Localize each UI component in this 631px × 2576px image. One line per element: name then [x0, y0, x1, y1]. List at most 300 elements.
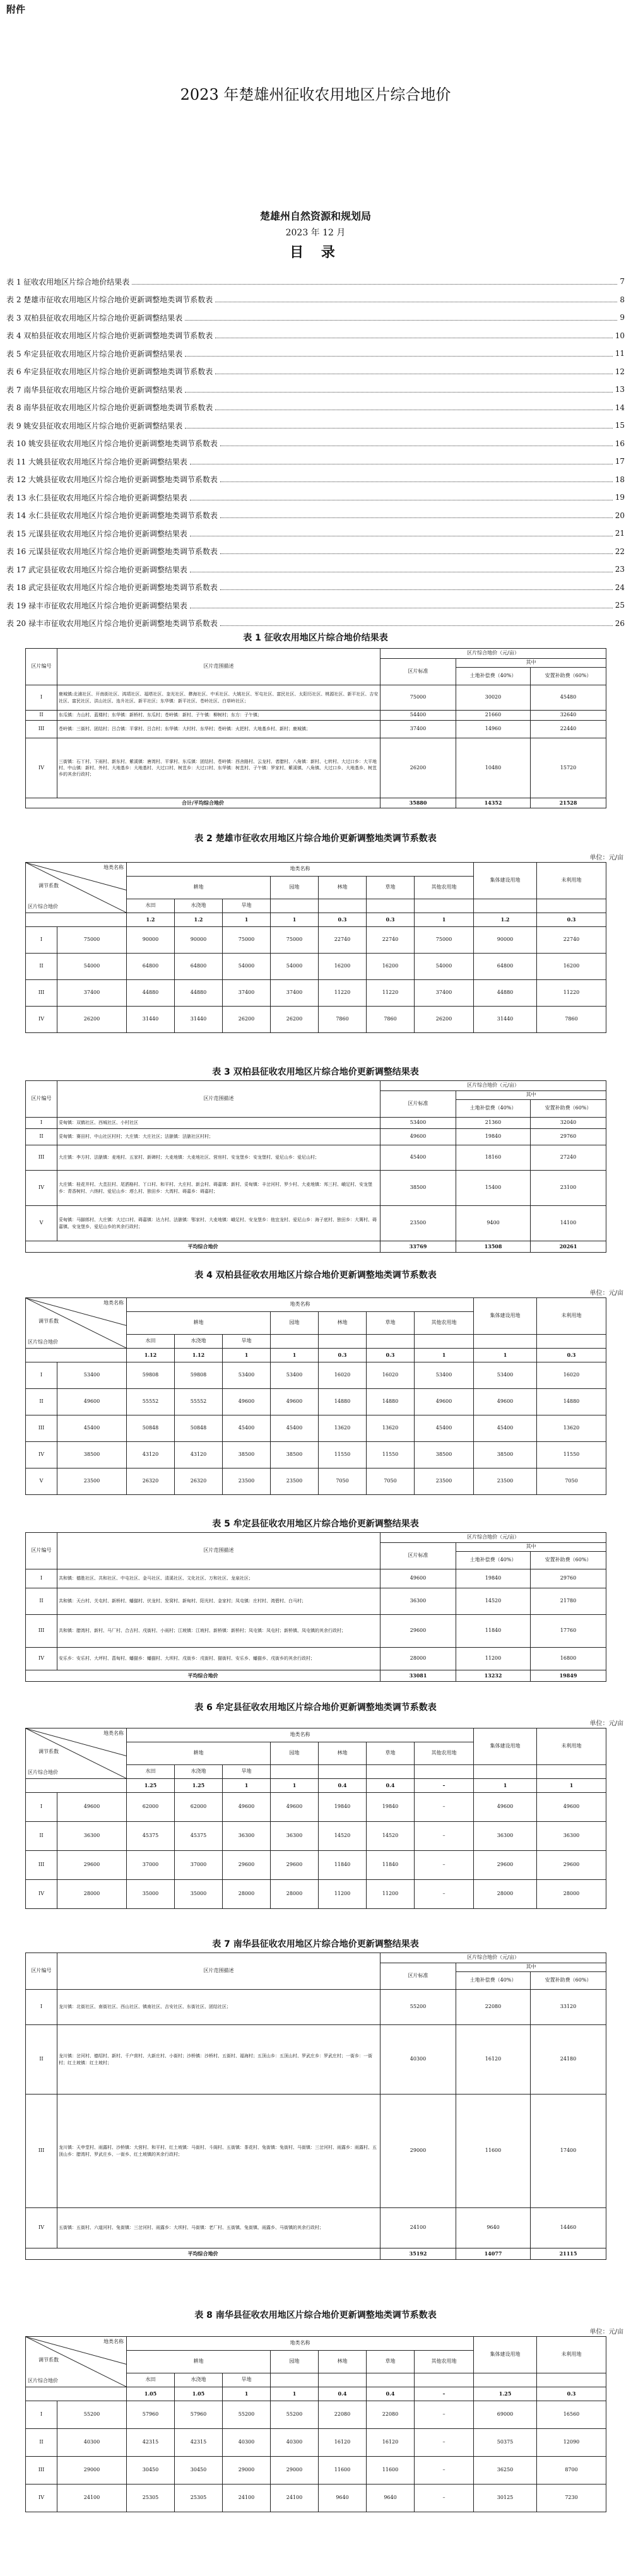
table-row [26, 1362, 606, 1389]
zone-land: 9400 [456, 1206, 531, 1241]
document-title: 2023 年楚雄州征收农用地区片综合地价 [180, 86, 451, 103]
land-type-price: 24100 [271, 2484, 319, 2512]
toc-item[interactable] [6, 417, 625, 435]
land-type-price: 62000 [175, 1793, 223, 1822]
toc-item-page: 25 [615, 601, 625, 610]
zone-res: 24180 [531, 2025, 606, 2094]
header-diagonal-cell [26, 1298, 127, 1349]
land-type-price: 49600 [223, 1389, 271, 1415]
zone-res: 14460 [531, 2208, 606, 2248]
land-type-price: 13620 [367, 1415, 415, 1442]
zone-land: 19840 [456, 1129, 531, 1145]
toc-item[interactable] [6, 579, 625, 597]
header-blank [319, 1765, 367, 1779]
toc-item-page: 17 [615, 457, 625, 466]
land-type-price: 29000 [223, 2457, 271, 2484]
land-type-price: – [415, 1793, 474, 1822]
factor-value: 1 [223, 1349, 271, 1362]
zone-no: I [26, 2401, 57, 2429]
t1-header-zone-desc: 区片范围描述 [57, 649, 380, 685]
header-other-ag: 其他农用地 [415, 877, 474, 899]
toc-item[interactable] [6, 452, 625, 471]
table5-title: 表 5 牟定县征收农用地区片综合地价更新调整结果表 [212, 1519, 419, 1529]
toc-leader [215, 369, 612, 374]
zone-land: 19840 [456, 1569, 531, 1588]
toc-item-label: 表 8 南华县征收农用地区片综合地价更新调整地类调节系数表 [6, 403, 213, 413]
header-diagonal-cell [26, 863, 127, 913]
land-type-price: 55552 [175, 1389, 223, 1415]
toc-item[interactable] [6, 524, 625, 543]
toc-item[interactable] [6, 615, 625, 633]
toc-item-page: 15 [615, 421, 625, 430]
diag-factor: 调节系数 [38, 1748, 59, 1754]
land-type-price: 16200 [537, 954, 606, 980]
land-type-price: 22740 [319, 927, 367, 954]
header-blank [415, 1765, 474, 1779]
header-garden: 园地 [271, 1312, 319, 1335]
zone-land: 14960 [456, 721, 531, 738]
factor-value: 0.4 [367, 1779, 415, 1793]
zone-std: 36300 [380, 1588, 456, 1615]
zone-std: 49600 [380, 1129, 456, 1145]
zone-std: 23500 [380, 1206, 456, 1241]
table-row [26, 2429, 606, 2457]
zone-std: 53400 [57, 1362, 127, 1389]
land-type-price: 36300 [223, 1822, 271, 1851]
toc-item-page: 8 [620, 295, 625, 304]
toc-item-page: 7 [620, 277, 625, 287]
header-zone-desc: 区片范围描述 [57, 1081, 380, 1118]
zone-no: IV [26, 1880, 57, 1909]
land-type-price: 38500 [271, 1442, 319, 1468]
land-type-price: 55200 [223, 2401, 271, 2429]
header-grass: 草地 [367, 2351, 415, 2373]
zone-land: 16120 [456, 2025, 531, 2094]
land-type-price: 44880 [474, 980, 537, 1007]
zone-desc: 大庄镇：桂花井村、大苴拉村、尾洒格村、丫口村、和平村、大庄村、新会村、碍嘉镇：新村、妥甸镇：丰岔河村、罗少村、大麦地镇：邦三村、峨足村、安龙堡乡：青香树村、六纳村、爱尼山乡：塔么村、独田乡：大湾村、碍嘉乡：碍嘉村； [57, 1171, 380, 1206]
table-row [26, 1007, 606, 1033]
toc-item[interactable] [6, 471, 625, 489]
header-collective: 集体建设用地 [474, 2337, 537, 2373]
land-type-price: 37000 [127, 1851, 175, 1880]
table-row [26, 1793, 606, 1822]
table1 [25, 648, 606, 808]
land-type-price: 64800 [474, 954, 537, 980]
land-type-price: 45375 [127, 1822, 175, 1851]
toc-item-label: 表 15 元谋县征收农用地区片综合地价更新调整结果表 [6, 529, 187, 538]
land-type-price: 19840 [319, 1793, 367, 1822]
zone-no: II [26, 711, 57, 721]
table8 [25, 2336, 606, 2512]
land-type-price: 28000 [223, 1880, 271, 1909]
land-type-price: 7230 [537, 2484, 606, 2512]
zone-no: III [26, 1415, 57, 1442]
toc-item-page: 21 [615, 529, 625, 538]
table-row [26, 711, 606, 721]
zone-no: V [26, 1468, 57, 1495]
toc-item[interactable] [6, 488, 625, 507]
land-type-price: 16120 [319, 2429, 367, 2457]
toc-leader [185, 351, 612, 357]
table-row [26, 1129, 606, 1145]
diag-factor: 调节系数 [38, 882, 59, 889]
land-type-price: 64800 [175, 954, 223, 980]
header-collective: 集体建设用地 [474, 1728, 537, 1765]
land-type-price: 45400 [223, 1415, 271, 1442]
land-type-price: 12090 [537, 2429, 606, 2457]
land-type-price: 40300 [271, 2429, 319, 2457]
header-blank [537, 1765, 606, 1779]
zone-desc: 安乐乡：安乐村、大坪村、菖甸村、蟠猫乡：蟠猫村、大坝村、戌街乡：戌街村、猫街村、安乐乡、蟠猫乡、戌街乡的其余行政村； [57, 1648, 380, 1670]
toc-item[interactable] [6, 363, 625, 381]
table-row [26, 1990, 606, 2025]
land-type-price: 16560 [537, 2401, 606, 2429]
table2-title: 表 2 楚雄市征收农用地区片综合地价更新调整地类调节系数表 [194, 834, 437, 844]
factor-label [26, 1779, 127, 1793]
zone-desc: 龙川镇：北街社区、南街社区、西山社区、镇南社区、吉安社区、东街社区、团结社区； [57, 1990, 380, 2025]
zone-desc: 三街镇：石丫村、下雨村、新东村、紫溪镇：唐湾村、平掌村、东瓜镇：团结村、苍岭镇：西舍路村、云龙村、者腊村、八角镇：新村、七转村、大过口乡：大平地村、中山镇：新村、外村、大地基乡：大地基村、大过口村、树苴乡：大过口村、东华镇：树苴村、子午镇：罗家村、紫溪镇、八角镇、大过口乡、大地基乡、树苴乡的其余行政村； [57, 738, 380, 798]
toc-item[interactable] [6, 345, 625, 363]
t1-header-of-which: 其中 [456, 659, 606, 668]
zone-std: 29600 [57, 1851, 127, 1880]
land-type-price: 30125 [474, 2484, 537, 2512]
zone-no: II [26, 1822, 57, 1851]
land-type-price: 35000 [175, 1880, 223, 1909]
land-type-price: 54000 [415, 954, 474, 980]
zone-res: 29760 [531, 1569, 606, 1588]
header-std: 区片标准 [380, 1091, 456, 1118]
zone-res: 29760 [531, 1129, 606, 1145]
land-type-price: – [415, 2401, 474, 2429]
toc-item-label: 表 12 大姚县征收农用地区片综合地价更新调整地类调节系数表 [6, 475, 218, 485]
land-type-price: 22080 [367, 2401, 415, 2429]
land-type-price: 37400 [271, 980, 319, 1007]
toc-item[interactable] [6, 327, 625, 345]
table-row [26, 927, 606, 954]
toc-item-label: 表 2 楚雄市征收农用地区片综合地价更新调整地类调节系数表 [6, 295, 213, 305]
total-res: 19849 [531, 1670, 606, 1682]
toc-item[interactable] [6, 291, 625, 309]
land-type-price: 23500 [223, 1468, 271, 1495]
zone-no: I [26, 1569, 57, 1588]
toc-item-page: 18 [615, 475, 625, 484]
land-type-price: 44880 [127, 980, 175, 1007]
land-type-price: 35000 [127, 1880, 175, 1909]
toc-item[interactable] [6, 507, 625, 525]
table6-unit: 单位：元/亩 [589, 1720, 623, 1727]
zone-desc: 大庄镇：李方村、法脿镇：麦地村、五家村、新碑村；大麦地镇：大麦地社区、营房村、安龙堡乡：安龙堡村、爱尼山乡：爱尼山村； [57, 1145, 380, 1171]
header-paddy: 水田 [127, 1765, 175, 1779]
header-unused: 未利用地 [537, 1728, 606, 1765]
toc-item[interactable] [6, 543, 625, 561]
land-type-price: 11550 [319, 1442, 367, 1468]
toc-item[interactable] [6, 560, 625, 579]
header-zone-no: 区片编号 [26, 1533, 57, 1569]
zone-std: 55200 [380, 1990, 456, 2025]
zone-std: 37400 [380, 721, 456, 738]
header-collective: 集体建设用地 [474, 863, 537, 899]
header-blank [367, 2373, 415, 2387]
land-type-price: 26200 [271, 1007, 319, 1033]
factor-value: 1 [223, 913, 271, 927]
zone-std: 54000 [57, 954, 127, 980]
land-type-price: 49600 [415, 1389, 474, 1415]
toc-item-label: 表 5 牟定县征收农用地区片综合地价更新调整结果表 [6, 349, 183, 358]
diag-factor: 调节系数 [38, 2356, 59, 2363]
zone-no: IV [26, 1171, 57, 1206]
zone-no: III [26, 980, 57, 1007]
zone-std: 75000 [57, 927, 127, 954]
toc-item-label: 表 10 姚安县征收农用地区片综合地价更新调整地类调节系数表 [6, 439, 218, 449]
table-row [26, 980, 606, 1007]
zone-desc: 龙川镇：岔河村、德绍村、新村、千户营村、大新庄村、小街村；沙桥镇：沙桥村、五街村、福海村；五顶山乡：五顶山村、罗武庄乡：罗武庄村；一街乡：一街村；红土坡镇：红土坡村； [57, 2025, 380, 2094]
zone-desc: 妥甸镇：马脚郎村、大庄镇：大过口村、碍嘉镇：达力村、法脿镇：鄂家村、大麦地镇：峨足村、安龙堡乡：他宜龙村、爱尼山乡：海子底村、独田乡：大箐村、碍嘉镇、安龙堡乡、爱尼山乡的其余行政村； [57, 1206, 380, 1241]
table-row [26, 685, 606, 711]
table-row [26, 2094, 606, 2208]
toc-leader [190, 495, 613, 500]
zone-no: I [26, 685, 57, 711]
toc-item-page: 19 [615, 493, 625, 502]
zone-std: 40300 [380, 2025, 456, 2094]
header-zone-desc: 区片范围描述 [57, 1533, 380, 1569]
zone-no: III [26, 2094, 57, 2208]
land-type-price: 16020 [319, 1362, 367, 1389]
table3 [25, 1080, 606, 1253]
header-resettle: 安置补助费（60%） [531, 1552, 606, 1569]
zone-no: II [26, 1588, 57, 1615]
toc-item-label: 表 1 征收农用地区片综合地价结果表 [6, 277, 130, 287]
header-unused: 未利用地 [537, 1298, 606, 1335]
zone-res: 22440 [531, 721, 606, 738]
zone-no: IV [26, 2484, 57, 2512]
land-type-price: 36300 [474, 1822, 537, 1851]
header-paddy: 水田 [127, 899, 175, 913]
land-type-price: 7050 [319, 1468, 367, 1495]
header-forest: 林地 [319, 877, 367, 899]
zone-std: 45400 [380, 1145, 456, 1171]
toc-leader [215, 405, 612, 410]
factor-value: 0.3 [537, 2387, 606, 2401]
land-type-price: 31440 [474, 1007, 537, 1033]
zone-land: 21660 [456, 711, 531, 721]
table8-unit: 单位：元/亩 [589, 2329, 623, 2336]
land-type-price: 49600 [474, 1793, 537, 1822]
zone-no: IV [26, 2208, 57, 2248]
land-type-price: 29000 [271, 2457, 319, 2484]
zone-desc: 妥甸镇：赛田村、中山社区村村；大庄镇：大庄社区；法脿镇：法脿社区村村； [57, 1129, 380, 1145]
factor-value: 0.4 [319, 1779, 367, 1793]
header-blank [474, 1765, 537, 1779]
land-type-price: 11550 [367, 1442, 415, 1468]
zone-no: III [26, 721, 57, 738]
land-type-price: – [415, 1851, 474, 1880]
table-row [26, 1569, 606, 1588]
toc-leader [185, 423, 612, 428]
land-type-price: 11600 [319, 2457, 367, 2484]
land-type-price: 62000 [127, 1793, 175, 1822]
table-row [26, 1415, 606, 1442]
zone-std: 49600 [57, 1389, 127, 1415]
zone-no: I [26, 1793, 57, 1822]
t1-header-std: 区片标准 [380, 659, 456, 685]
factor-value: 1 [474, 1349, 537, 1362]
issue-date: 2023 年 12 月 [285, 228, 346, 238]
land-type-price: 55552 [127, 1389, 175, 1415]
toc-item-label: 表 9 姚安县征收农用地区片综合地价更新调整结果表 [6, 421, 183, 430]
zone-no: I [26, 927, 57, 954]
zone-res: 32640 [531, 711, 606, 721]
total-std: 35192 [380, 2248, 456, 2260]
header-paddy: 水田 [127, 1335, 175, 1349]
header-land: 土地补偿费（40%） [456, 1552, 531, 1569]
toc-item[interactable] [6, 399, 625, 417]
land-type-price: 7860 [537, 1007, 606, 1033]
zone-res: 16800 [531, 1648, 606, 1670]
land-type-price: 7050 [367, 1468, 415, 1495]
land-type-price: 57960 [127, 2401, 175, 2429]
table4-unit: 单位：元/亩 [589, 1290, 623, 1297]
header-blank [415, 2373, 474, 2387]
zone-land: 11840 [456, 1615, 531, 1648]
land-type-price: 29600 [223, 1851, 271, 1880]
toc-item[interactable] [6, 435, 625, 453]
toc-item[interactable] [6, 596, 625, 615]
land-type-price: 29600 [474, 1851, 537, 1880]
zone-std: 49600 [57, 1793, 127, 1822]
land-type-price: 49600 [537, 1793, 606, 1822]
toc-leader [220, 440, 613, 446]
total-std: 33769 [380, 1241, 456, 1253]
land-type-price: 36300 [271, 1822, 319, 1851]
toc-item[interactable] [6, 273, 625, 291]
header-zone-no: 区片编号 [26, 1081, 57, 1118]
land-type-price: – [415, 2429, 474, 2457]
diag-land-type: 地类名称 [103, 1730, 124, 1736]
zone-desc: 共和镇：天台村、关屯村、新桥村、蟠猫村、伏龙村、发窝村、新甸村、阳光村、金家村；凤屯镇：庄村村、湾碧村、白马村； [57, 1588, 380, 1615]
table-row [26, 738, 606, 798]
toc-item-label: 表 19 禄丰市征收农用地区片综合地价更新调整结果表 [6, 601, 187, 610]
zone-std: 49600 [380, 1569, 456, 1588]
toc-leader [215, 297, 617, 302]
header-garden: 园地 [271, 2351, 319, 2373]
zone-std: 29000 [380, 2094, 456, 2208]
toc-item-label: 表 16 元谋县征收农用地区片综合地价更新调整地类调节系数表 [6, 547, 218, 557]
zone-land: 15400 [456, 1171, 531, 1206]
header-blank [537, 2373, 606, 2387]
header-diagonal-cell [26, 2337, 127, 2387]
land-type-price: 14520 [367, 1822, 415, 1851]
header-agricultural: 地类名称 [127, 2337, 474, 2351]
land-type-price: 28000 [271, 1880, 319, 1909]
zone-no: II [26, 2025, 57, 2094]
land-type-price: 14880 [319, 1389, 367, 1415]
land-type-price: 45375 [175, 1822, 223, 1851]
header-blank [474, 899, 537, 913]
header-std: 区片标准 [380, 1963, 456, 1990]
zone-std: 45400 [57, 1415, 127, 1442]
factor-value: 0.3 [367, 913, 415, 927]
toc-heading: 目 录 [290, 245, 341, 261]
table2 [25, 862, 606, 1033]
factor-label [26, 2387, 127, 2401]
zone-std: 24100 [380, 2208, 456, 2248]
toc-item[interactable] [6, 381, 625, 399]
table-row [26, 1206, 606, 1241]
total-label: 平均综合地价 [26, 2248, 380, 2260]
land-type-price: 38500 [415, 1442, 474, 1468]
land-type-price: 13620 [319, 1415, 367, 1442]
factor-value: 1 [223, 1779, 271, 1793]
zone-land: 11600 [456, 2094, 531, 2208]
toc-item-label: 表 11 大姚县征收农用地区片综合地价更新调整结果表 [6, 457, 187, 466]
land-type-price: 26320 [175, 1468, 223, 1495]
land-type-price: 29600 [537, 1851, 606, 1880]
table-row [26, 1442, 606, 1468]
t1-header-price: 区片综合地价（元/亩） [380, 649, 606, 659]
zone-std: 38500 [380, 1171, 456, 1206]
toc-item-page: 12 [615, 367, 625, 376]
zone-land: 22080 [456, 1990, 531, 2025]
header-land: 土地补偿费（40%） [456, 1972, 531, 1990]
land-type-price: 11220 [537, 980, 606, 1007]
zone-no: I [26, 1362, 57, 1389]
zone-desc: 妥甸镇：双鹤社区、西城社区、小村社区 [57, 1118, 380, 1129]
toc-item-page: 26 [615, 618, 625, 628]
header-dry: 旱地 [223, 1765, 271, 1779]
table-row [26, 1171, 606, 1206]
toc-item-label: 表 13 永仁县征收农用地区片综合地价更新调整结果表 [6, 493, 187, 502]
table4-title: 表 4 双柏县征收农用地区片综合地价更新调整地类调节系数表 [194, 1270, 437, 1280]
header-blank [271, 899, 319, 913]
land-type-price: 11220 [367, 980, 415, 1007]
toc-leader [215, 333, 612, 338]
header-farmland: 耕地 [127, 1312, 271, 1335]
land-type-price: 9640 [367, 2484, 415, 2512]
table5 [25, 1532, 606, 1682]
land-type-price: 26320 [127, 1468, 175, 1495]
toc-item-label: 表 6 牟定县征收农用地区片综合地价更新调整地类调节系数表 [6, 367, 213, 377]
header-resettle: 安置补助费（60%） [531, 1100, 606, 1118]
land-type-price: 22080 [319, 2401, 367, 2429]
zone-res: 21780 [531, 1588, 606, 1615]
header-grass: 草地 [367, 1742, 415, 1765]
zone-no: IV [26, 1007, 57, 1033]
factor-value: 0.3 [537, 1349, 606, 1362]
land-type-price: 90000 [175, 927, 223, 954]
zone-std: 36300 [57, 1822, 127, 1851]
land-type-price: 36250 [474, 2457, 537, 2484]
total-land: 13508 [456, 1241, 531, 1253]
table-row [26, 1880, 606, 1909]
land-type-price: 30450 [175, 2457, 223, 2484]
zone-no: III [26, 2457, 57, 2484]
toc-leader [190, 567, 613, 572]
factor-value: 1.25 [127, 1779, 175, 1793]
zone-std: 53400 [380, 1118, 456, 1129]
header-agricultural: 地类名称 [127, 863, 474, 877]
zone-land: 18160 [456, 1145, 531, 1171]
toc-item[interactable] [6, 309, 625, 327]
land-type-price: 54000 [223, 954, 271, 980]
toc-item-label: 表 14 永仁县征收农用地区片综合地价更新调整地类调节系数表 [6, 511, 218, 521]
toc-leader [220, 584, 613, 590]
zone-desc: 东瓜镇：力山村、蓝楼村；东华镇：新桥村、东瓜村；苍岭镇：新村、子午镇：柳树村；东方：子午镇； [57, 711, 380, 721]
header-collective: 集体建设用地 [474, 1298, 537, 1335]
land-type-price: 57960 [175, 2401, 223, 2429]
diag-price: 区片综合地价 [28, 904, 58, 910]
header-blank [319, 1335, 367, 1349]
zone-std: 40300 [57, 2429, 127, 2457]
